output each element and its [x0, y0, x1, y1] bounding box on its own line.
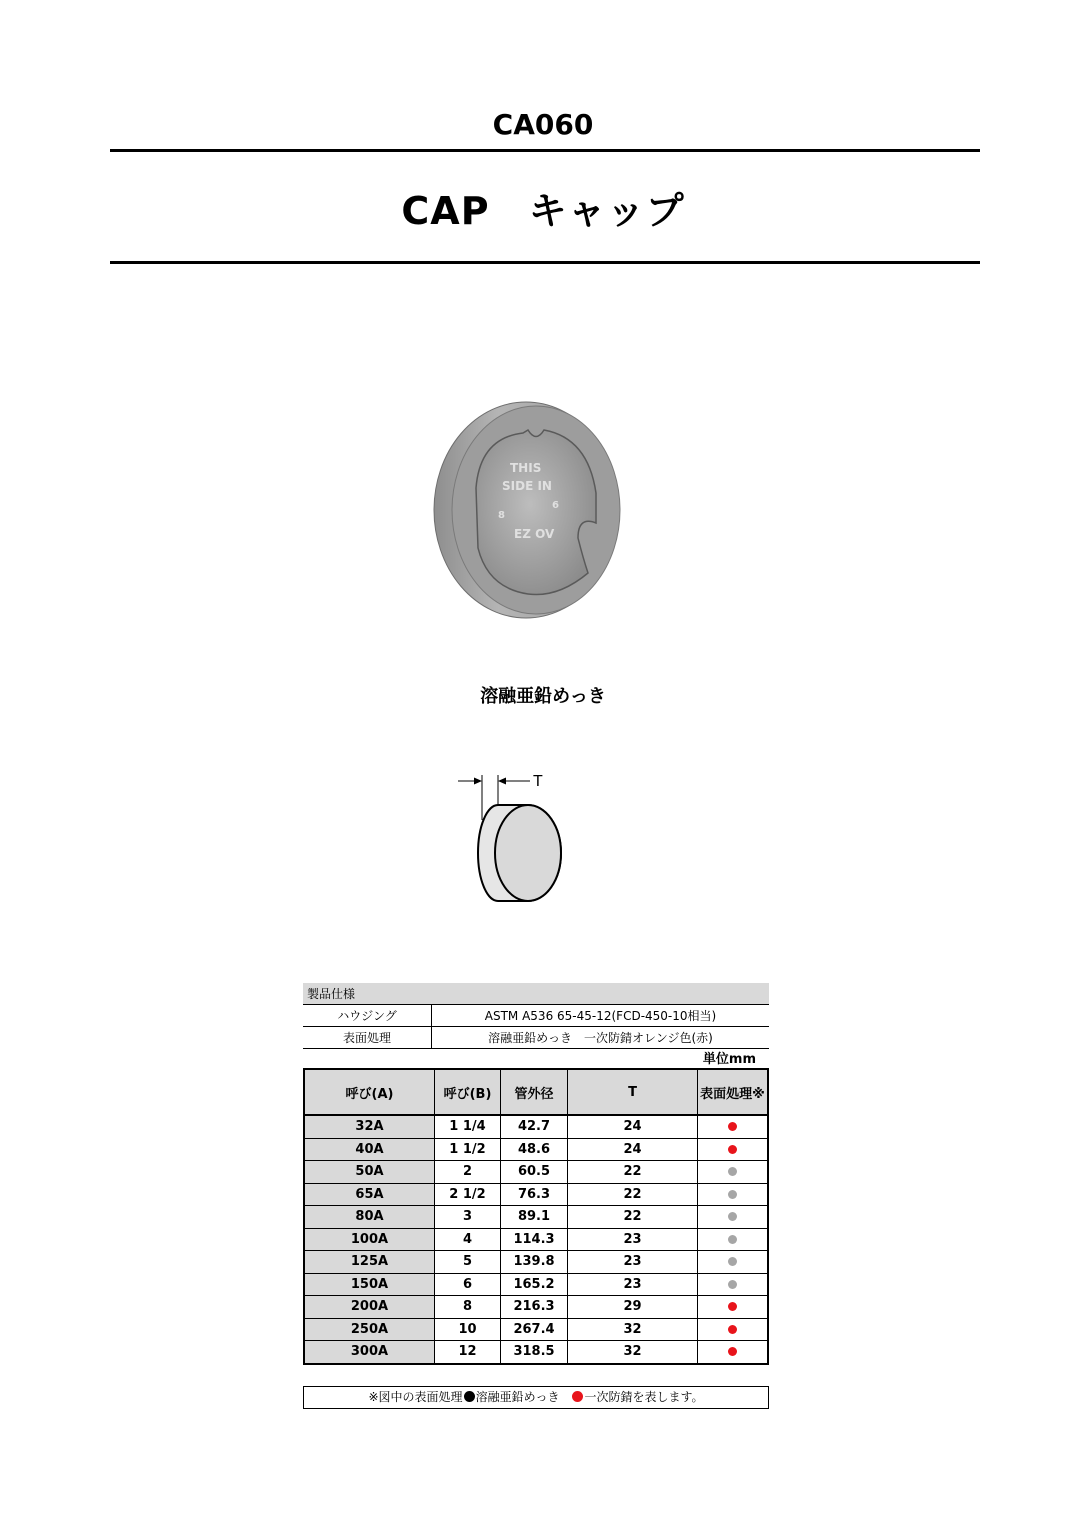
cell-t: 23 [568, 1251, 698, 1274]
cell-outer-diameter: 165.2 [501, 1273, 568, 1296]
cell-nominal-a: 150A [304, 1273, 435, 1296]
red-dot-icon [572, 1391, 583, 1402]
engraving-line-2: SIDE IN [502, 479, 552, 493]
col-header-nominal-b: 呼び(B) [435, 1069, 501, 1115]
cell-finish [698, 1251, 769, 1274]
cell-t: 32 [568, 1341, 698, 1364]
cell-finish [698, 1318, 769, 1341]
cell-nominal-a: 80A [304, 1206, 435, 1229]
cell-outer-diameter: 114.3 [501, 1228, 568, 1251]
spec-value: ASTM A536 65-45-12(FCD-450-10相当) [432, 1005, 770, 1027]
cell-finish [698, 1206, 769, 1229]
cell-nominal-b: 5 [435, 1251, 501, 1274]
table-row [304, 1273, 768, 1296]
table-row [304, 1115, 768, 1138]
cell-outer-diameter: 267.4 [501, 1318, 568, 1341]
finish-caption: 溶融亜鉛めっき [480, 686, 606, 707]
cell-nominal-b: 2 1/2 [435, 1183, 501, 1206]
footnote-prefix: ※図中の表面処理 [368, 1390, 463, 1404]
spec-row-housing [303, 1005, 769, 1027]
spec-table [303, 983, 769, 1049]
gray-dot-icon [728, 1235, 737, 1244]
cell-nominal-b: 3 [435, 1206, 501, 1229]
col-header-outer-diameter: 管外径 [501, 1069, 568, 1115]
cell-nominal-a: 200A [304, 1296, 435, 1319]
cell-finish [698, 1115, 769, 1138]
col-header-nominal-a: 呼び(A) [304, 1069, 435, 1115]
spec-value: 溶融亜鉛めっき 一次防錆オレンジ色(赤) [432, 1027, 770, 1049]
table-row [304, 1318, 768, 1341]
cell-finish [698, 1161, 769, 1184]
header-rule-top [110, 149, 980, 152]
spec-label: 表面処理 [303, 1027, 432, 1049]
cell-t: 23 [568, 1273, 698, 1296]
cell-finish [698, 1273, 769, 1296]
cell-nominal-b: 12 [435, 1341, 501, 1364]
product-code: CA060 [492, 108, 594, 141]
red-dot-icon [728, 1325, 737, 1334]
dimension-drawing [452, 765, 572, 911]
page-title: CAP キャップ [401, 189, 685, 233]
gray-dot-icon [728, 1257, 737, 1266]
cell-t: 22 [568, 1183, 698, 1206]
cell-finish [698, 1183, 769, 1206]
cell-nominal-a: 250A [304, 1318, 435, 1341]
table-row [304, 1206, 768, 1229]
cell-t: 22 [568, 1206, 698, 1229]
cell-outer-diameter: 216.3 [501, 1296, 568, 1319]
cell-outer-diameter: 76.3 [501, 1183, 568, 1206]
table-row [304, 1138, 768, 1161]
spec-heading: 製品仕様 [303, 983, 769, 1005]
red-dot-icon [728, 1302, 737, 1311]
cell-t: 24 [568, 1115, 698, 1138]
cell-nominal-b: 2 [435, 1161, 501, 1184]
engraving-line-4: 6 [552, 500, 559, 511]
cell-outer-diameter: 89.1 [501, 1206, 568, 1229]
table-row [304, 1296, 768, 1319]
cell-outer-diameter: 48.6 [501, 1138, 568, 1161]
spec-label: ハウジング [303, 1005, 432, 1027]
dimension-table [303, 1068, 769, 1365]
footnote-galvanized: 溶融亜鉛めっき [475, 1390, 572, 1404]
cell-nominal-a: 50A [304, 1161, 435, 1184]
cell-nominal-b: 4 [435, 1228, 501, 1251]
footnote [303, 1386, 769, 1409]
cell-finish [698, 1228, 769, 1251]
table-row [304, 1183, 768, 1206]
red-dot-icon [728, 1145, 737, 1154]
gray-dot-icon [728, 1280, 737, 1289]
cell-outer-diameter: 318.5 [501, 1341, 568, 1364]
spec-row-finish [303, 1027, 769, 1049]
gray-dot-icon [728, 1190, 737, 1199]
cell-nominal-a: 300A [304, 1341, 435, 1364]
cell-nominal-a: 100A [304, 1228, 435, 1251]
cell-nominal-a: 125A [304, 1251, 435, 1274]
cell-finish [698, 1138, 769, 1161]
cell-nominal-a: 32A [304, 1115, 435, 1138]
cell-finish [698, 1296, 769, 1319]
col-header-t: T [568, 1069, 698, 1115]
cell-nominal-a: 65A [304, 1183, 435, 1206]
table-row [304, 1161, 768, 1184]
cell-outer-diameter: 139.8 [501, 1251, 568, 1274]
cell-nominal-b: 6 [435, 1273, 501, 1296]
gray-dot-icon [728, 1167, 737, 1176]
cell-finish [698, 1341, 769, 1364]
product-photo [428, 398, 628, 624]
engraving-line-5: EZ OV [514, 527, 555, 541]
gray-dot-icon [728, 1212, 737, 1221]
cell-t: 23 [568, 1228, 698, 1251]
cell-nominal-b: 1 1/4 [435, 1115, 501, 1138]
engraving-line-3: 8 [498, 510, 505, 521]
dimension-label-t: T [533, 773, 543, 790]
table-row [304, 1251, 768, 1274]
red-dot-icon [728, 1347, 737, 1356]
cell-t: 29 [568, 1296, 698, 1319]
black-dot-icon [464, 1391, 475, 1402]
cell-nominal-b: 10 [435, 1318, 501, 1341]
cell-outer-diameter: 60.5 [501, 1161, 568, 1184]
table-row [304, 1341, 768, 1364]
cell-outer-diameter: 42.7 [501, 1115, 568, 1138]
footnote-primer: 一次防錆を表します。 [584, 1390, 704, 1404]
cell-t: 24 [568, 1138, 698, 1161]
cell-nominal-a: 40A [304, 1138, 435, 1161]
unit-label: 単位mm [702, 1052, 756, 1067]
cell-nominal-b: 8 [435, 1296, 501, 1319]
cell-nominal-b: 1 1/2 [435, 1138, 501, 1161]
engraving-line-1: THIS [510, 461, 542, 475]
header-rule-bottom [110, 261, 980, 264]
table-row [304, 1228, 768, 1251]
red-dot-icon [728, 1122, 737, 1131]
cell-t: 32 [568, 1318, 698, 1341]
cell-t: 22 [568, 1161, 698, 1184]
col-header-finish: 表面処理※ [698, 1069, 769, 1115]
